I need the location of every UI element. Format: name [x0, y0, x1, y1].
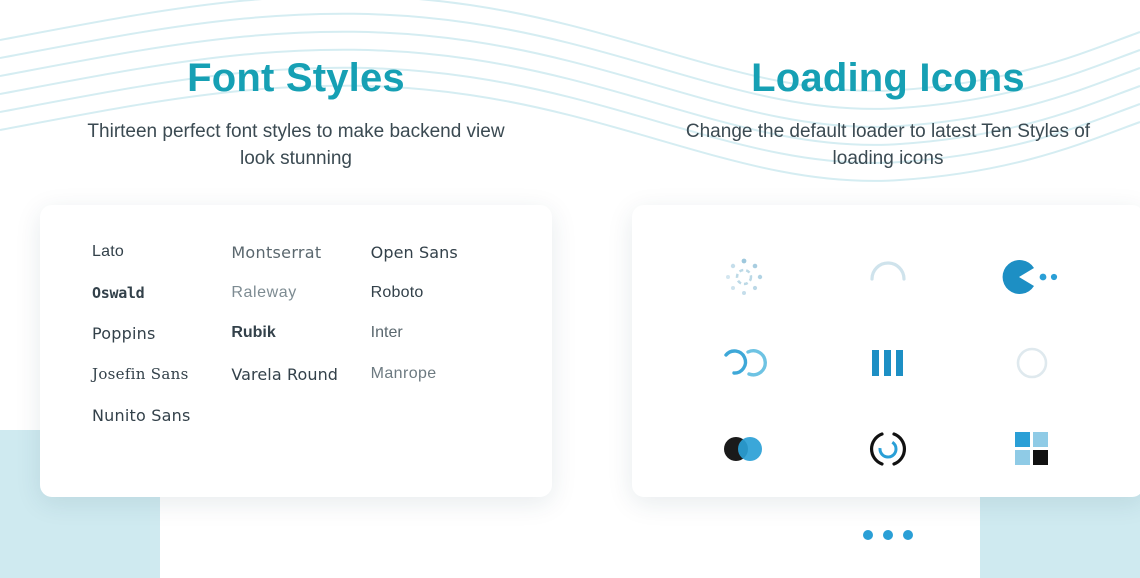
list-item[interactable]: Montserrat: [231, 242, 322, 262]
loading-icons-panel: [592, 0, 1140, 578]
list-item[interactable]: Rubik: [231, 323, 276, 341]
bars-icon[interactable]: [868, 347, 908, 379]
list-item[interactable]: Roboto: [370, 283, 424, 301]
loader-cell[interactable]: [828, 247, 948, 307]
list-item[interactable]: Manrope: [370, 364, 437, 382]
three-dots-icon[interactable]: [860, 527, 916, 543]
list-item[interactable]: Raleway: [231, 283, 297, 301]
loader-cell[interactable]: [684, 419, 804, 479]
list-item[interactable]: Oswald: [92, 283, 145, 302]
font-styles-card: [40, 205, 552, 497]
spinner-dots-ring-icon[interactable]: [722, 255, 766, 299]
loader-cell[interactable]: [972, 419, 1092, 479]
loader-cell[interactable]: [684, 247, 804, 307]
spinner-arc-icon[interactable]: [865, 254, 911, 300]
spinner-bracket-icon[interactable]: [866, 428, 910, 470]
loader-cell[interactable]: [828, 419, 948, 479]
loading-icons-card: [632, 205, 1140, 497]
loader-list: [672, 235, 1104, 565]
panel-subtitle: Thirteen perfect font styles to make backend view look stunning: [87, 121, 505, 169]
squares-grid-icon[interactable]: [1012, 429, 1052, 469]
circle-outline-icon[interactable]: [1011, 342, 1053, 384]
loader-cell[interactable]: [828, 333, 948, 393]
list-item[interactable]: Varela Round: [231, 364, 339, 384]
pacman-dots-icon[interactable]: [1001, 259, 1063, 295]
toggle-dual-circle-icon[interactable]: [718, 432, 770, 466]
list-item[interactable]: Nunito Sans: [92, 405, 191, 425]
list-item[interactable]: Josefin Sans: [92, 364, 189, 383]
panel-subtitle: Change the default loader to latest Ten Styles of loading icons: [685, 121, 1091, 169]
list-item[interactable]: Open Sans: [370, 242, 458, 262]
list-item[interactable]: Poppins: [92, 323, 156, 343]
spinner-double-arc-icon[interactable]: [718, 343, 770, 383]
loader-cell[interactable]: [972, 247, 1092, 307]
page-title: Loading Icons: [751, 56, 1025, 100]
loader-cell[interactable]: [684, 333, 804, 393]
loader-cell[interactable]: [828, 505, 948, 565]
page-title: Font Styles: [187, 56, 405, 100]
list-item[interactable]: Inter: [370, 323, 403, 341]
loader-cell[interactable]: [972, 333, 1092, 393]
list-item[interactable]: Lato: [92, 242, 124, 260]
font-list: [92, 243, 500, 425]
